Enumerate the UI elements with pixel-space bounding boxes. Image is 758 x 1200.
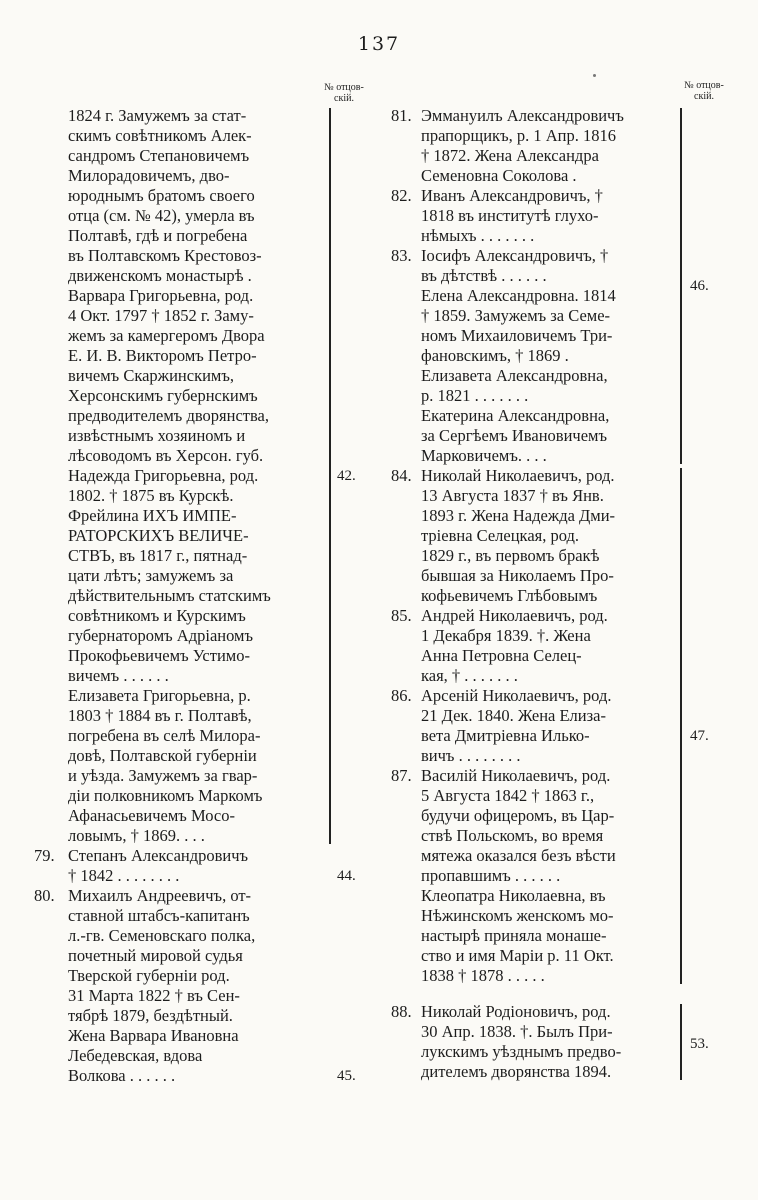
- text-line: Иванъ Александровичъ, †: [421, 186, 603, 205]
- text-line: Милорадовичемъ, дво-: [68, 166, 230, 185]
- text-line: 4 Окт. 1797 † 1852 г. Заму-: [68, 306, 254, 325]
- text-line: прапорщикъ, р. 1 Апр. 1816: [421, 126, 616, 145]
- text-line: 1838 † 1878 . . . . .: [421, 966, 545, 985]
- text-line: вичемъ . . . . . .: [68, 666, 169, 685]
- text-line: настырѣ приняла монаше-: [421, 926, 607, 945]
- text-line: Нѣжинскомъ женскомъ мо-: [421, 906, 614, 925]
- text-line: Семеновна Соколова .: [421, 166, 577, 185]
- text-line: вичемъ Скаржинскимъ,: [68, 366, 235, 385]
- text-line: 1893 г. Жена Надежда Дми-: [421, 506, 616, 525]
- text-line: л.-гв. Семеновскаго полка,: [68, 926, 256, 945]
- text-line: дѣйствительнымъ статскимъ: [68, 586, 271, 605]
- column-header-right: [672, 80, 736, 102]
- entry-number: 82.: [391, 186, 412, 205]
- text-line: 5 Августа 1842 † 1863 г.,: [421, 786, 595, 805]
- text-line: Анна Петровна Селец-: [421, 646, 582, 665]
- column-header-line: скій.: [694, 91, 714, 102]
- text-line: Елизавета Григорьевна, р.: [68, 686, 251, 705]
- text-line: пропавшимъ . . . . . .: [421, 866, 561, 885]
- text-line: въ Полтавскомъ Крестовоз-: [68, 246, 262, 265]
- column-header-line: № отцов-: [324, 82, 364, 93]
- text-line: ство и имя Маріи р. 11 Окт.: [421, 946, 614, 965]
- text-line: Арсеній Николаевичъ, род.: [421, 686, 612, 705]
- text-line: р. 1821 . . . . . . .: [421, 386, 529, 405]
- text-line: Херсонскимъ губернскимъ: [68, 386, 258, 405]
- entry-number: 85.: [391, 606, 412, 625]
- text-line: 1829 г., въ первомъ бракѣ: [421, 546, 600, 565]
- text-line: Фрейлина ИХЪ ИМПЕ-: [68, 506, 237, 525]
- text-line: тябрѣ 1879, бездѣтный.: [68, 1006, 233, 1025]
- text-line: Николай Николаевичъ, род.: [421, 466, 615, 485]
- text-line: лукскимъ уѣзднымъ предво-: [421, 1042, 622, 1061]
- text-line: Елена Александровна. 1814: [421, 286, 616, 305]
- father-ref-number: 53.: [690, 1036, 709, 1052]
- text-line: Василій Николаевичъ, род.: [421, 766, 611, 785]
- text-line: РАТОРСКИХЪ ВЕЛИЧЕ-: [68, 526, 249, 545]
- text-line: Екатерина Александровна,: [421, 406, 610, 425]
- entry-number: 84.: [391, 466, 412, 485]
- text-line: Жена Варвара Ивановна: [68, 1026, 239, 1045]
- text-line: Лебедевская, вдова: [68, 1046, 203, 1065]
- text-line: губернаторомъ Адріаномъ: [68, 626, 254, 645]
- text-line: цати лѣтъ; замужемъ за: [68, 566, 234, 585]
- text-line: бывшая за Николаемъ Про-: [421, 566, 614, 585]
- text-line: Елизавета Александровна,: [421, 366, 608, 385]
- text-line: Эммануилъ Александровичъ: [421, 106, 624, 125]
- text-line: † 1872. Жена Александра: [421, 146, 599, 165]
- text-line: 30 Апр. 1838. †. Былъ При-: [421, 1022, 613, 1041]
- brace-line: [680, 108, 682, 464]
- text-line: Варвара Григорьевна, род.: [68, 286, 254, 305]
- text-line: Михаилъ Андреевичъ, от-: [68, 886, 252, 905]
- text-line: 31 Марта 1822 † въ Сен-: [68, 986, 240, 1005]
- entry-number: 79.: [34, 846, 55, 865]
- entry-number: 87.: [391, 766, 412, 785]
- text-line: Клеопатра Николаевна, въ: [421, 886, 606, 905]
- text-line: юроднымъ братомъ своего: [68, 186, 255, 205]
- text-line: Е. И. В. Викторомъ Петро-: [68, 346, 257, 365]
- text-line: Полтавѣ, гдѣ и погребена: [68, 226, 248, 245]
- text-line: въ дѣтствѣ . . . . . .: [421, 266, 547, 285]
- text-line: Андрей Николаевичъ, род.: [421, 606, 608, 625]
- text-line: Степанъ Александровичъ: [68, 846, 249, 865]
- text-line: лѣсоводомъ въ Херсон. губ.: [68, 446, 264, 465]
- text-line: фановскимъ, † 1869 .: [421, 346, 569, 365]
- text-line: номъ Михаиловичемъ Три-: [421, 326, 613, 345]
- brace-line: [329, 108, 331, 844]
- text-line: погребена въ селѣ Милора-: [68, 726, 261, 745]
- father-ref-number: 44.: [337, 868, 356, 884]
- text-line: вета Дмитріевна Илько-: [421, 726, 590, 745]
- text-line: 1818 въ институтѣ глухо-: [421, 206, 599, 225]
- text-line: извѣстнымъ хозяиномъ и: [68, 426, 246, 445]
- column-header-left: [312, 82, 376, 104]
- text-line: жемъ за камергеромъ Двора: [68, 326, 265, 345]
- text-line: 1802. † 1875 въ Курскѣ.: [68, 486, 234, 505]
- text-line: кая, † . . . . . . .: [421, 666, 518, 685]
- text-line: ловымъ, † 1869. . . .: [68, 826, 205, 845]
- text-line: 1824 г. Замужемъ за стат-: [68, 106, 247, 125]
- column-header-line: скій.: [334, 93, 354, 104]
- dot-mark: [593, 74, 596, 77]
- entry-number: 83.: [391, 246, 412, 265]
- father-ref-number: 45.: [337, 1068, 356, 1084]
- text-line: отца (см. № 42), умерла въ: [68, 206, 255, 225]
- brace-line: [680, 468, 682, 984]
- text-line: тріевна Селецкая, род.: [421, 526, 580, 545]
- text-line: 1803 † 1884 въ г. Полтавѣ,: [68, 706, 252, 725]
- text-line: Прокофьевичемъ Устимо-: [68, 646, 250, 665]
- text-line: кофьевичемъ Глѣбовымъ: [421, 586, 598, 605]
- text-line: † 1859. Замужемъ за Семе-: [421, 306, 611, 325]
- entry-number: 80.: [34, 886, 55, 905]
- text-line: Николай Родіоновичъ, род.: [421, 1002, 611, 1021]
- text-line: діи полковникомъ Маркомъ: [68, 786, 263, 805]
- text-line: дителемъ дворянства 1894.: [421, 1062, 612, 1081]
- text-line: Марковичемъ. . . .: [421, 446, 547, 465]
- text-line: Волкова . . . . . .: [68, 1066, 176, 1085]
- entry-number: 88.: [391, 1002, 412, 1021]
- text-line: 13 Августа 1837 † въ Янв.: [421, 486, 604, 505]
- text-line: ставной штабсъ-капитанъ: [68, 906, 250, 925]
- column-header-line: № отцов-: [684, 80, 724, 91]
- text-line: за Сергѣемъ Ивановичемъ: [421, 426, 608, 445]
- text-line: мятежа оказался безъ вѣсти: [421, 846, 616, 865]
- text-line: вичъ . . . . . . . .: [421, 746, 521, 765]
- text-line: Іосифъ Александровичъ, †: [421, 246, 609, 265]
- text-line: сандромъ Степановичемъ: [68, 146, 250, 165]
- text-line: 1 Декабря 1839. †. Жена: [421, 626, 591, 645]
- text-line: ствѣ Польскомъ, во время: [421, 826, 604, 845]
- text-line: будучи офицеромъ, въ Цар-: [421, 806, 615, 825]
- text-line: Тверской губерніи род.: [68, 966, 230, 985]
- brace-line: [680, 1004, 682, 1080]
- father-ref-number: 46.: [690, 278, 709, 294]
- text-line: скимъ совѣтникомъ Алек-: [68, 126, 252, 145]
- text-line: 21 Дек. 1840. Жена Елиза-: [421, 706, 606, 725]
- page-number: 137: [357, 33, 401, 55]
- text-line: Надежда Григорьевна, род.: [68, 466, 259, 485]
- text-line: движенскомъ монастырѣ .: [68, 266, 252, 285]
- father-ref-number: 47.: [690, 728, 709, 744]
- entry-number: 81.: [391, 106, 412, 125]
- text-line: нѣмыхъ . . . . . . .: [421, 226, 535, 245]
- text-line: предводителемъ дворянства,: [68, 406, 269, 425]
- text-line: довѣ, Полтавской губерніи: [68, 746, 257, 765]
- text-line: † 1842 . . . . . . . .: [68, 866, 180, 885]
- father-ref-number: 42.: [337, 468, 356, 484]
- text-line: СТВЪ, въ 1817 г., пятнад-: [68, 546, 248, 565]
- text-line: и уѣзда. Замужемъ за гвар-: [68, 766, 258, 785]
- text-line: почетный мировой судья: [68, 946, 243, 965]
- text-line: Афанасьевичемъ Мосо-: [68, 806, 235, 825]
- entry-number: 86.: [391, 686, 412, 705]
- text-line: совѣтникомъ и Курскимъ: [68, 606, 246, 625]
